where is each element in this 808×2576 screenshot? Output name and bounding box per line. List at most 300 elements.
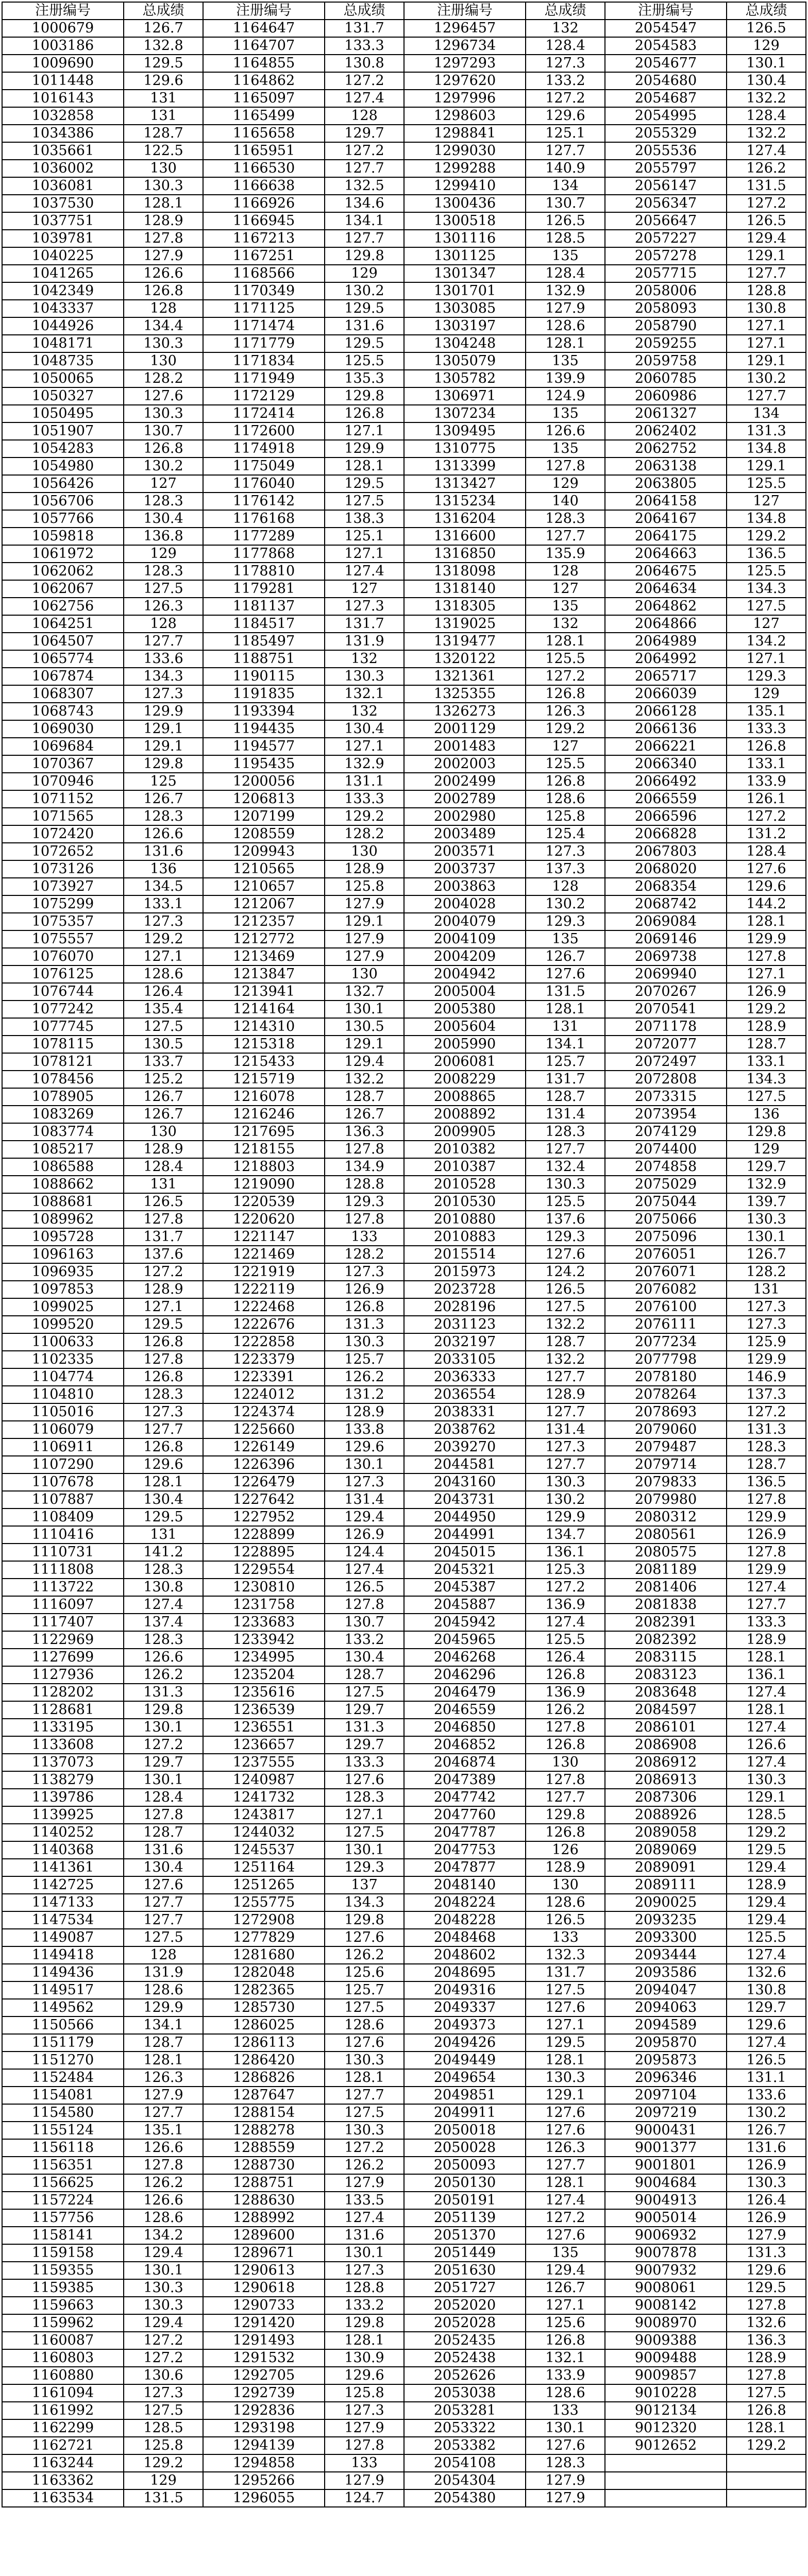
table-row: [2, 142, 806, 160]
cell-total-score: 132.2: [526, 1351, 605, 1368]
cell-reg-no: 1106079: [2, 1421, 124, 1438]
cell-reg-no: 1170349: [203, 282, 325, 300]
table-row: [2, 1438, 806, 1456]
table-row: [2, 1368, 806, 1386]
cell-total-score: 127.6: [727, 860, 806, 878]
cell-total-score: 129.9: [727, 930, 806, 948]
cell-reg-no: 1318098: [404, 563, 526, 580]
table-row: [2, 1946, 806, 1964]
cell-total-score: 134.1: [124, 2016, 203, 2034]
cell-reg-no: 2093586: [605, 1964, 727, 1981]
cell-reg-no: 1236657: [203, 1736, 325, 1754]
cell-total-score: 129.4: [325, 1509, 404, 1526]
cell-total-score: 131.6: [727, 2139, 806, 2157]
cell-reg-no: 2001483: [404, 738, 526, 755]
cell-total-score: 127.1: [325, 1806, 404, 1824]
cell-total-score: 125.1: [325, 528, 404, 545]
cell-reg-no: 2061327: [605, 405, 727, 422]
cell-reg-no: 2052626: [404, 2367, 526, 2384]
cell-reg-no: 2083123: [605, 1666, 727, 1684]
cell-reg-no: 2047877: [404, 1859, 526, 1876]
cell-reg-no: 1243817: [203, 1806, 325, 1824]
cell-reg-no: 2036554: [404, 1386, 526, 1403]
cell-total-score: 129.7: [325, 1736, 404, 1754]
cell-reg-no: 1163362: [2, 2472, 124, 2489]
cell-reg-no: 1291532: [203, 2349, 325, 2367]
cell-reg-no: 2004942: [404, 965, 526, 983]
cell-total-score: 127.7: [526, 528, 605, 545]
score-table: [2, 2, 806, 2507]
cell-reg-no: 1321361: [404, 668, 526, 685]
cell-total-score: 126: [526, 1841, 605, 1859]
cell-reg-no: 1165499: [203, 107, 325, 125]
cell-total-score: 127: [526, 738, 605, 755]
cell-total-score: 133.8: [325, 1421, 404, 1438]
cell-total-score: 130.3: [124, 2297, 203, 2314]
cell-reg-no: 1151179: [2, 2034, 124, 2052]
cell-total-score: 132.5: [325, 177, 404, 195]
cell-reg-no: 1156118: [2, 2139, 124, 2157]
cell-reg-no: 1152484: [2, 2069, 124, 2087]
cell-total-score: 136.1: [526, 1544, 605, 1561]
table-row: [2, 1281, 806, 1298]
cell-reg-no: 2064167: [605, 510, 727, 528]
cell-reg-no: 1272908: [203, 1911, 325, 1929]
cell-total-score: 128: [325, 107, 404, 125]
table-row: [2, 1473, 806, 1491]
table-row: [2, 2122, 806, 2139]
cell-total-score: 134.8: [727, 440, 806, 457]
cell-reg-no: 1300436: [404, 195, 526, 212]
cell-total-score: 129.6: [124, 72, 203, 90]
cell-total-score: 125.5: [526, 1193, 605, 1211]
cell-reg-no: 1003186: [2, 37, 124, 55]
cell-total-score: 133.9: [727, 773, 806, 790]
table-row: [2, 825, 806, 843]
cell-total-score: 128.5: [124, 2419, 203, 2437]
cell-reg-no: 1039781: [2, 230, 124, 247]
table-row: [2, 668, 806, 685]
cell-reg-no: 2064175: [605, 528, 727, 545]
table-row: [2, 2367, 806, 2384]
cell-reg-no: 1206813: [203, 790, 325, 808]
cell-reg-no: 2069738: [605, 948, 727, 965]
cell-reg-no: 1181137: [203, 598, 325, 615]
cell-reg-no: 1281680: [203, 1946, 325, 1964]
cell-total-score: 131.3: [325, 1316, 404, 1333]
cell-reg-no: 1212067: [203, 895, 325, 913]
cell-reg-no: 1051907: [2, 422, 124, 440]
cell-reg-no: 2054677: [605, 55, 727, 72]
cell-reg-no: 2068742: [605, 895, 727, 913]
table-row: [2, 2192, 806, 2209]
cell-reg-no: 1085217: [2, 1141, 124, 1158]
cell-total-score: 125.7: [526, 1053, 605, 1071]
cell-total-score: 130.3: [526, 1176, 605, 1193]
table-row: [2, 2314, 806, 2332]
cell-reg-no: 1221147: [203, 1228, 325, 1246]
table-row: [2, 1228, 806, 1246]
cell-reg-no: 2058790: [605, 317, 727, 335]
cell-total-score: 132: [325, 703, 404, 720]
cell-reg-no: 2049654: [404, 2069, 526, 2087]
cell-total-score: 132.9: [325, 755, 404, 773]
cell-reg-no: 2082391: [605, 1614, 727, 1631]
cell-reg-no: 1107678: [2, 1473, 124, 1491]
cell-total-score: 139.9: [526, 370, 605, 387]
cell-reg-no: 2049911: [404, 2104, 526, 2122]
table-row: [2, 1579, 806, 1596]
cell-reg-no: 9012134: [605, 2402, 727, 2419]
cell-reg-no: 2004028: [404, 895, 526, 913]
cell-reg-no: 9007878: [605, 2244, 727, 2262]
cell-total-score: 128.3: [325, 1789, 404, 1806]
cell-total-score: 128: [526, 563, 605, 580]
cell-reg-no: 1303197: [404, 317, 526, 335]
cell-total-score: 130.5: [325, 1018, 404, 1036]
cell-reg-no: 1000679: [2, 20, 124, 37]
cell-total-score: 129.9: [727, 1509, 806, 1526]
cell-reg-no: 1061972: [2, 545, 124, 563]
cell-total-score: 130.1: [325, 1001, 404, 1018]
table-row: [2, 948, 806, 965]
cell-total-score: 127.7: [325, 160, 404, 177]
cell-reg-no: 2086908: [605, 1736, 727, 1754]
cell-total-score: 130.3: [526, 1473, 605, 1491]
cell-total-score: 128.7: [325, 1666, 404, 1684]
cell-reg-no: 1040225: [2, 247, 124, 265]
cell-reg-no: 1157756: [2, 2209, 124, 2227]
table-row: [2, 1894, 806, 1911]
cell-reg-no: 2080561: [605, 1526, 727, 1544]
cell-total-score: 134.2: [727, 633, 806, 650]
cell-total-score: 130.7: [526, 195, 605, 212]
cell-reg-no: 1185497: [203, 633, 325, 650]
cell-total-score: 141.2: [124, 1544, 203, 1561]
cell-reg-no: 1160803: [2, 2349, 124, 2367]
cell-reg-no: 1068307: [2, 685, 124, 703]
cell-reg-no: 9012320: [605, 2419, 727, 2437]
cell-total-score: 127.3: [124, 913, 203, 930]
cell-reg-no: 9004684: [605, 2174, 727, 2192]
cell-reg-no: 1034386: [2, 125, 124, 142]
cell-reg-no: 1220539: [203, 1193, 325, 1211]
table-row: [2, 212, 806, 230]
cell-reg-no: 1225660: [203, 1421, 325, 1438]
cell-reg-no: 1251265: [203, 1876, 325, 1894]
cell-total-score: 128.9: [526, 1386, 605, 1403]
cell-reg-no: 2046559: [404, 1701, 526, 1719]
cell-total-score: 127.4: [124, 1596, 203, 1614]
cell-reg-no: 2046296: [404, 1666, 526, 1684]
cell-reg-no: 1296055: [203, 2489, 325, 2507]
cell-total-score: 128.7: [727, 1036, 806, 1053]
cell-total-score: 127.1: [124, 1298, 203, 1316]
cell-total-score: 127.2: [124, 2349, 203, 2367]
cell-reg-no: 2093444: [605, 1946, 727, 1964]
cell-total-score: 127: [526, 580, 605, 598]
cell-total-score: 129.3: [526, 1228, 605, 1246]
cell-total-score: 127.8: [526, 457, 605, 475]
cell-reg-no: 1188751: [203, 650, 325, 668]
cell-reg-no: 2066828: [605, 825, 727, 843]
cell-total-score: 127.6: [526, 1246, 605, 1263]
cell-reg-no: 2088926: [605, 1806, 727, 1824]
cell-total-score: 125.8: [124, 2437, 203, 2454]
cell-reg-no: 2005604: [404, 1018, 526, 1036]
cell-total-score: 127.8: [124, 1211, 203, 1228]
table-row: [2, 703, 806, 720]
cell-reg-no: 1099520: [2, 1316, 124, 1333]
cell-total-score: 127.1: [727, 335, 806, 352]
cell-reg-no: 2072077: [605, 1036, 727, 1053]
table-row: [2, 1123, 806, 1141]
cell-total-score: 132.2: [526, 1316, 605, 1333]
table-row: [2, 1666, 806, 1684]
cell-total-score: 129.9: [325, 440, 404, 457]
cell-reg-no: 1166926: [203, 195, 325, 212]
cell-total-score: 128.9: [124, 1141, 203, 1158]
cell-reg-no: 2049373: [404, 2016, 526, 2034]
cell-reg-no: 1291493: [203, 2332, 325, 2349]
table-row: [2, 247, 806, 265]
cell-reg-no: 1139925: [2, 1806, 124, 1824]
table-row: [2, 387, 806, 405]
cell-reg-no: 1176142: [203, 493, 325, 510]
cell-total-score: 129.1: [727, 352, 806, 370]
cell-reg-no: 1166638: [203, 177, 325, 195]
cell-total-score: 132.9: [526, 282, 605, 300]
cell-total-score: 132.7: [325, 983, 404, 1001]
cell-total-score: 129.7: [124, 1754, 203, 1771]
cell-total-score: 127.9: [526, 2489, 605, 2507]
cell-reg-no: 1245537: [203, 1841, 325, 1859]
cell-total-score: 129.1: [124, 720, 203, 738]
cell-total-score: 132: [526, 20, 605, 37]
table-row: [2, 1298, 806, 1316]
cell-reg-no: 1230810: [203, 1579, 325, 1596]
cell-reg-no: 2074400: [605, 1141, 727, 1158]
cell-reg-no: 1191835: [203, 685, 325, 703]
header-total-score: 总成绩: [727, 2, 806, 20]
table-row: [2, 1701, 806, 1719]
cell-reg-no: 1222119: [203, 1281, 325, 1298]
cell-reg-no: 2068020: [605, 860, 727, 878]
cell-total-score: 128.7: [124, 1824, 203, 1841]
cell-total-score: 127.8: [727, 2297, 806, 2314]
table-row: [2, 2349, 806, 2367]
cell-total-score: 134.1: [325, 212, 404, 230]
cell-total-score: 137.3: [727, 1386, 806, 1403]
cell-reg-no: 1032858: [2, 107, 124, 125]
cell-reg-no: 1078456: [2, 1071, 124, 1088]
table-row: [2, 790, 806, 808]
cell-reg-no: 1293198: [203, 2419, 325, 2437]
cell-reg-no: 1050065: [2, 370, 124, 387]
cell-total-score: 127.7: [124, 633, 203, 650]
cell-reg-no: 1042349: [2, 282, 124, 300]
cell-reg-no: 1054283: [2, 440, 124, 457]
cell-reg-no: 2028196: [404, 1298, 526, 1316]
cell-reg-no: 1073126: [2, 860, 124, 878]
cell-reg-no: 2072808: [605, 1071, 727, 1088]
cell-reg-no: 2084597: [605, 1701, 727, 1719]
cell-total-score: 125.8: [526, 808, 605, 825]
cell-reg-no: 1072420: [2, 825, 124, 843]
cell-reg-no: 1139786: [2, 1789, 124, 1806]
table-row: [2, 1929, 806, 1946]
cell-reg-no: 1096163: [2, 1246, 124, 1263]
cell-reg-no: 2036333: [404, 1368, 526, 1386]
cell-reg-no: 1309495: [404, 422, 526, 440]
cell-total-score: 134.3: [124, 668, 203, 685]
cell-reg-no: 1156351: [2, 2157, 124, 2174]
cell-reg-no: 2047760: [404, 1806, 526, 1824]
cell-reg-no: 2053281: [404, 2402, 526, 2419]
table-row: [2, 160, 806, 177]
cell-reg-no: 2054687: [605, 90, 727, 107]
cell-reg-no: 1037751: [2, 212, 124, 230]
cell-reg-no: 1207199: [203, 808, 325, 825]
cell-total-score: 127.9: [526, 300, 605, 317]
cell-total-score: 129.6: [727, 878, 806, 895]
table-row: [2, 2034, 806, 2052]
cell-reg-no: 2004109: [404, 930, 526, 948]
cell-reg-no: 1294139: [203, 2437, 325, 2454]
cell-total-score: 127.4: [526, 2192, 605, 2209]
table-row: [2, 1211, 806, 1228]
cell-reg-no: 1288559: [203, 2139, 325, 2157]
cell-total-score: 132.1: [526, 2349, 605, 2367]
cell-reg-no: 1319025: [404, 615, 526, 633]
cell-reg-no: 1078905: [2, 1088, 124, 1106]
cell-reg-no: 1217695: [203, 1123, 325, 1141]
cell-reg-no: 2051370: [404, 2227, 526, 2244]
cell-reg-no: 1215433: [203, 1053, 325, 1071]
cell-total-score: 127.4: [727, 1579, 806, 1596]
table-row: [2, 370, 806, 387]
cell-total-score: 127.2: [526, 668, 605, 685]
header-total-score: 总成绩: [124, 2, 203, 20]
table-row: [2, 230, 806, 247]
cell-reg-no: 2049316: [404, 1981, 526, 1999]
cell-total-score: 129.5: [727, 1841, 806, 1859]
table-row: [2, 1001, 806, 1018]
cell-reg-no: 1147534: [2, 1911, 124, 1929]
cell-total-score: 127.5: [124, 1929, 203, 1946]
cell-total-score: 127.4: [526, 1614, 605, 1631]
cell-total-score: 130.1: [727, 55, 806, 72]
cell-total-score: 129.3: [526, 913, 605, 930]
cell-total-score: 126.8: [526, 1736, 605, 1754]
table-row: [2, 598, 806, 615]
cell-total-score: 129.5: [526, 2034, 605, 2052]
cell-total-score: 129.6: [325, 1438, 404, 1456]
cell-total-score: 130.1: [124, 1719, 203, 1736]
cell-reg-no: 9009488: [605, 2349, 727, 2367]
cell-total-score: 126.2: [727, 160, 806, 177]
cell-reg-no: 1159962: [2, 2314, 124, 2332]
cell-total-score: 127.9: [325, 930, 404, 948]
cell-total-score: 127.3: [526, 55, 605, 72]
cell-total-score: 131.1: [727, 2069, 806, 2087]
cell-reg-no: 1214310: [203, 1018, 325, 1036]
cell-total-score: 128.9: [325, 860, 404, 878]
cell-total-score: 129.7: [727, 1999, 806, 2016]
table-row: [2, 1333, 806, 1351]
cell-reg-no: 2002980: [404, 808, 526, 825]
cell-total-score: 133.2: [325, 1631, 404, 1649]
cell-total-score: 126.8: [124, 440, 203, 457]
table-row: [2, 1754, 806, 1771]
cell-reg-no: 2004079: [404, 913, 526, 930]
cell-total-score: 131.6: [124, 1841, 203, 1859]
cell-reg-no: 2048140: [404, 1876, 526, 1894]
cell-total-score: 129.2: [727, 528, 806, 545]
cell-reg-no: 1142725: [2, 1876, 124, 1894]
cell-reg-no: 2076100: [605, 1298, 727, 1316]
cell-total-score: 128.2: [325, 1246, 404, 1263]
cell-reg-no: 1316600: [404, 528, 526, 545]
cell-reg-no: 1117407: [2, 1614, 124, 1631]
cell-total-score: 127.3: [124, 685, 203, 703]
cell-total-score: 129.8: [526, 1806, 605, 1824]
table-row: [2, 1964, 806, 1981]
cell-reg-no: 1105016: [2, 1403, 124, 1421]
cell-total-score: 127.6: [526, 2227, 605, 2244]
table-row: [2, 1158, 806, 1176]
cell-reg-no: 2051449: [404, 2244, 526, 2262]
cell-total-score: 127.7: [727, 1596, 806, 1614]
cell-total-score: 127.7: [325, 230, 404, 247]
cell-total-score: 129.3: [325, 1859, 404, 1876]
cell-total-score: 127: [727, 615, 806, 633]
cell-reg-no: 1227952: [203, 1509, 325, 1526]
cell-reg-no: 1194577: [203, 738, 325, 755]
cell-total-score: 128.2: [325, 825, 404, 843]
cell-reg-no: 1056426: [2, 475, 124, 493]
cell-total-score: 129.2: [727, 1001, 806, 1018]
cell-reg-no: 1073927: [2, 878, 124, 895]
table-row: [2, 1526, 806, 1544]
table-row: [2, 965, 806, 983]
cell-reg-no: [605, 2472, 727, 2489]
cell-total-score: 129.6: [727, 2016, 806, 2034]
cell-total-score: 125.6: [526, 2314, 605, 2332]
cell-reg-no: 2015973: [404, 1263, 526, 1281]
cell-reg-no: 1304248: [404, 335, 526, 352]
cell-total-score: 129.4: [727, 1911, 806, 1929]
cell-reg-no: 9008142: [605, 2297, 727, 2314]
table-row: [2, 2087, 806, 2104]
cell-reg-no: 2033105: [404, 1351, 526, 1368]
cell-reg-no: 2052020: [404, 2297, 526, 2314]
cell-total-score: 137.4: [124, 1614, 203, 1631]
cell-reg-no: 2076071: [605, 1263, 727, 1281]
cell-total-score: 127.5: [727, 1088, 806, 1106]
cell-total-score: 128.9: [727, 1018, 806, 1036]
cell-reg-no: 2049851: [404, 2087, 526, 2104]
cell-reg-no: 1305079: [404, 352, 526, 370]
cell-total-score: 131.3: [124, 1684, 203, 1701]
cell-total-score: 146.9: [727, 1368, 806, 1386]
cell-total-score: 130.3: [727, 1211, 806, 1228]
table-row: [2, 1351, 806, 1368]
cell-total-score: 137.6: [124, 1246, 203, 1263]
cell-total-score: 130.3: [124, 177, 203, 195]
table-row: [2, 195, 806, 212]
cell-total-score: 135.3: [325, 370, 404, 387]
